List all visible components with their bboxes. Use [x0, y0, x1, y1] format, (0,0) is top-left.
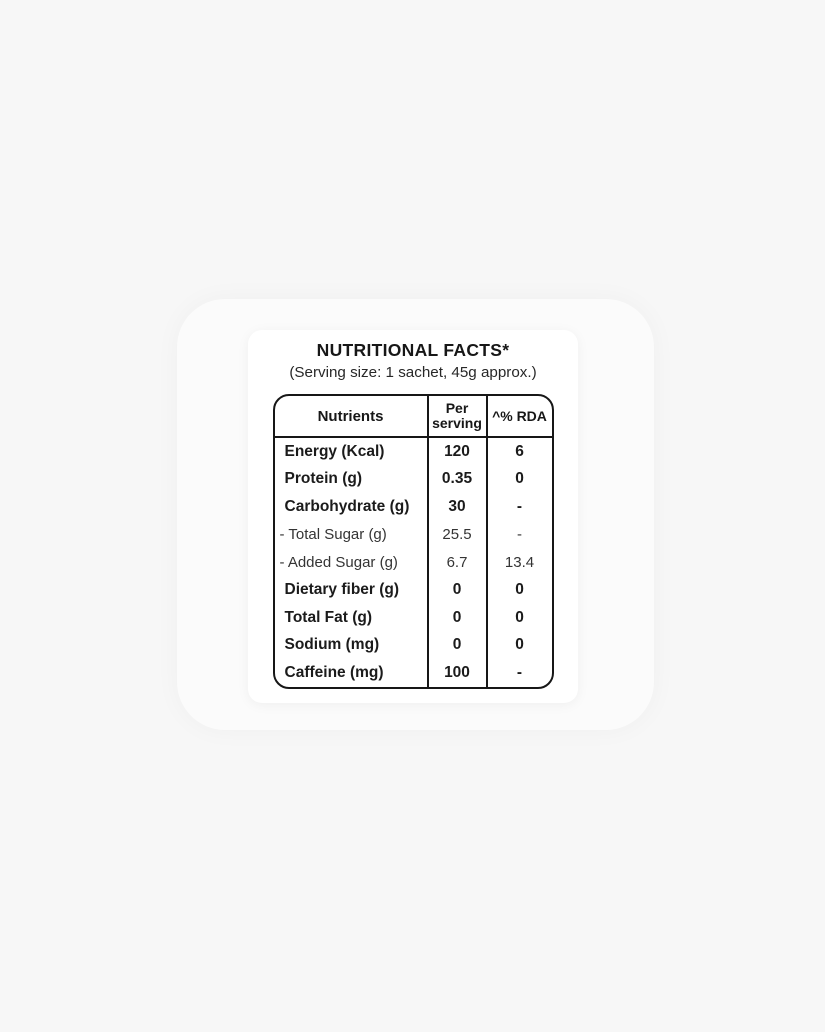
per-serving-value: 100: [427, 659, 486, 687]
per-serving-value: 0: [427, 576, 486, 604]
per-serving-value: 0: [427, 604, 486, 632]
nutrient-sub-label: - Added Sugar (g): [279, 553, 398, 571]
nutrition-facts-card: [248, 330, 578, 703]
header-nutrients: Nutrients: [275, 396, 427, 438]
rda-value: 0: [486, 576, 552, 604]
rda-value: 0: [486, 632, 552, 660]
nutrient-sub-label: - Total Sugar (g): [279, 526, 387, 544]
rda-value: -: [486, 493, 552, 521]
nutrient-label: Energy (Kcal): [284, 442, 385, 460]
per-serving-value: 120: [427, 438, 486, 466]
rda-value: 0: [486, 604, 552, 632]
rda-value: 0: [486, 466, 552, 494]
serving-size-note: (Serving size: 1 sachet, 45g approx.): [289, 364, 537, 381]
header-per-serving: Per serving: [427, 396, 486, 438]
nutrient-label: Total Fat (g): [284, 608, 373, 626]
per-serving-value: 6.7: [427, 549, 486, 577]
nutrient-label: Sodium (mg): [284, 636, 380, 654]
header-rda: ^% RDA: [486, 396, 552, 438]
per-serving-value: 0.35: [427, 466, 486, 494]
nutrient-label: Carbohydrate (g): [284, 498, 410, 516]
nutrition-facts-title: NUTRITIONAL FACTS*: [316, 340, 510, 360]
nutrition-table: [273, 394, 554, 689]
rda-value: 6: [486, 438, 552, 466]
per-serving-value: 25.5: [427, 521, 486, 549]
nutrient-label: Protein (g): [284, 470, 362, 488]
rda-value: 13.4: [486, 549, 552, 577]
nutrient-label: Caffeine (mg): [284, 664, 384, 682]
rda-value: -: [486, 521, 552, 549]
per-serving-value: 30: [427, 493, 486, 521]
per-serving-value: 0: [427, 632, 486, 660]
nutrient-label: Dietary fiber (g): [284, 581, 400, 599]
rda-value: -: [486, 659, 552, 687]
